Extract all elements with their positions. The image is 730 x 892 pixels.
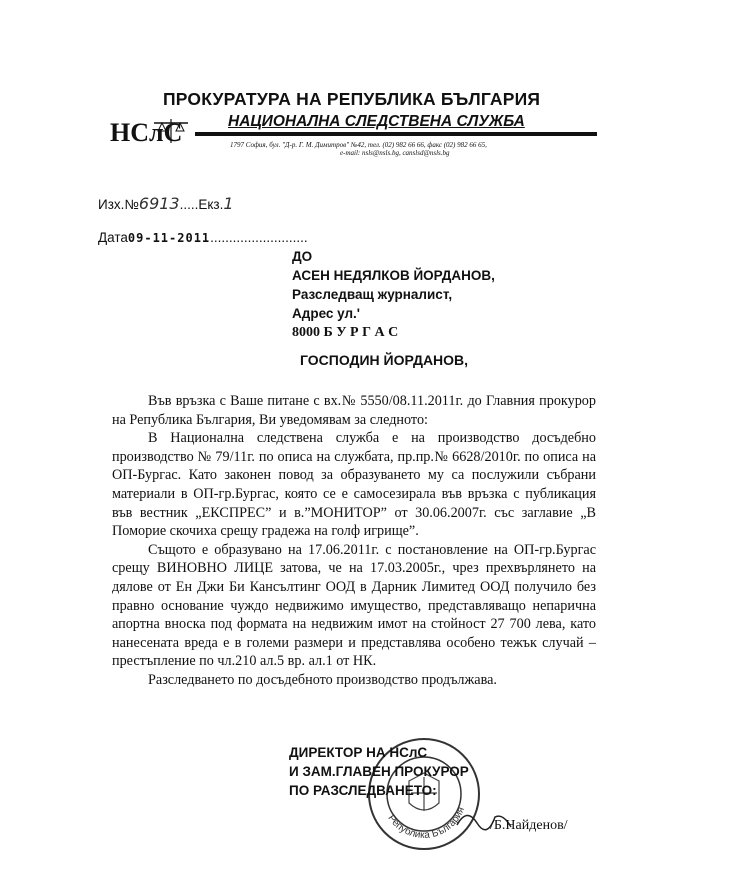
letter-body (112, 392, 596, 690)
date-dots: .......................... (210, 230, 308, 245)
outgoing-number-row (98, 194, 234, 213)
copy-label: Екз. (198, 197, 224, 212)
service-title: НАЦИОНАЛНА СЛЕДСТВЕНА СЛУЖБА (228, 113, 525, 130)
outgoing-number-value: 6913 (138, 194, 180, 213)
header-rule (195, 132, 597, 136)
address-line-2: e-mail: nsls@nsls.bg, canslsd@nsls.bg (340, 149, 450, 157)
salutation: ГОСПОДИН ЙОРДАНОВ, (300, 352, 469, 368)
address-line-1: 1797 София, бул. "Д-р. Г. М. Димитров" №42, тел. (02) 982 66 66, факс (02) 982 66 65, (230, 141, 487, 149)
recipient-address: Адрес ул.' (292, 306, 361, 321)
recipient-role: Разследващ журналист, (292, 287, 453, 302)
signatory-name: /Б.Найденов/ (490, 818, 568, 833)
copy-value: 1 (223, 194, 234, 213)
date-row (98, 230, 308, 245)
outgoing-number-label: Изх.№ (98, 197, 139, 212)
paragraph-1: Във връзка с Ваше питане с вх.№ 5550/08.11.2011г. до Главния прокурор на Република България, Ви уведомявам за следното: (112, 393, 596, 428)
signature-line-3: ПО РАЗСЛЕДВАНЕТО: (289, 783, 437, 798)
date-label: Дата (98, 230, 128, 245)
recipient-name: АСЕН НЕДЯЛКОВ ЙОРДАНОВ, (292, 268, 495, 283)
seal-text-path: Република България (385, 805, 467, 841)
header-address (230, 141, 487, 157)
signature-line-2: И ЗАМ.ГЛАВЕН ПРОКУРОР (289, 764, 469, 779)
signature-line-1: ДИРЕКТОР НА НСлС (289, 745, 428, 760)
recipient-to: ДО (292, 249, 313, 264)
recipient-city: 8000 Б У Р Г А С (292, 325, 399, 340)
paragraph-3: Същото е образувано на 17.06.2011г. с постановление на ОП-гр.Бургас срещу ВИНОВНО ЛИЦЕ затова, че на 17.03.2005г., чрез прехвърлянето на дялове от Ен Джи Би Кансълтинг ООД в Дарник Лимитед ООД получило без правно основание чуждо недвижимо имущество, представляващо непарична апортна вноска под формата на недвижим имот на стойност 27 700 лева, като нанесената вреда е в големи размери и представлява особено тежък случай – престъпление по чл.210 ал.5 вр. ал.1 от НК. (112, 541, 596, 670)
paragraph-2: В Национална следствена служба е на производство досъдебно производство № 79/11г. по описа на службата, пр.пр.№ 6628/2010г. по описа на ОП-Бургас. Като законен повод за образуването му са послужили събрани материали в ОП-гр.Бургас, която се е самосезирала във връзка с публикация във вестник „ЕКСПРЕС” и в.”МОНИТОР” от 30.06.2007г. със заглавие „В Поморие скочиха срещу градежа на голф игрище”. (112, 430, 596, 540)
logo-text: НСлС (110, 118, 183, 147)
outgoing-dots: ..... (179, 197, 199, 212)
nsls-logo (110, 117, 190, 152)
prosecution-title: ПРОКУРАТУРА НА РЕПУБЛИКА БЪЛГАРИЯ (163, 89, 541, 109)
date-stamp: 09-11-2011 (127, 231, 211, 245)
paragraph-4: Разследването по досъдебното производство продължава. (148, 671, 497, 688)
